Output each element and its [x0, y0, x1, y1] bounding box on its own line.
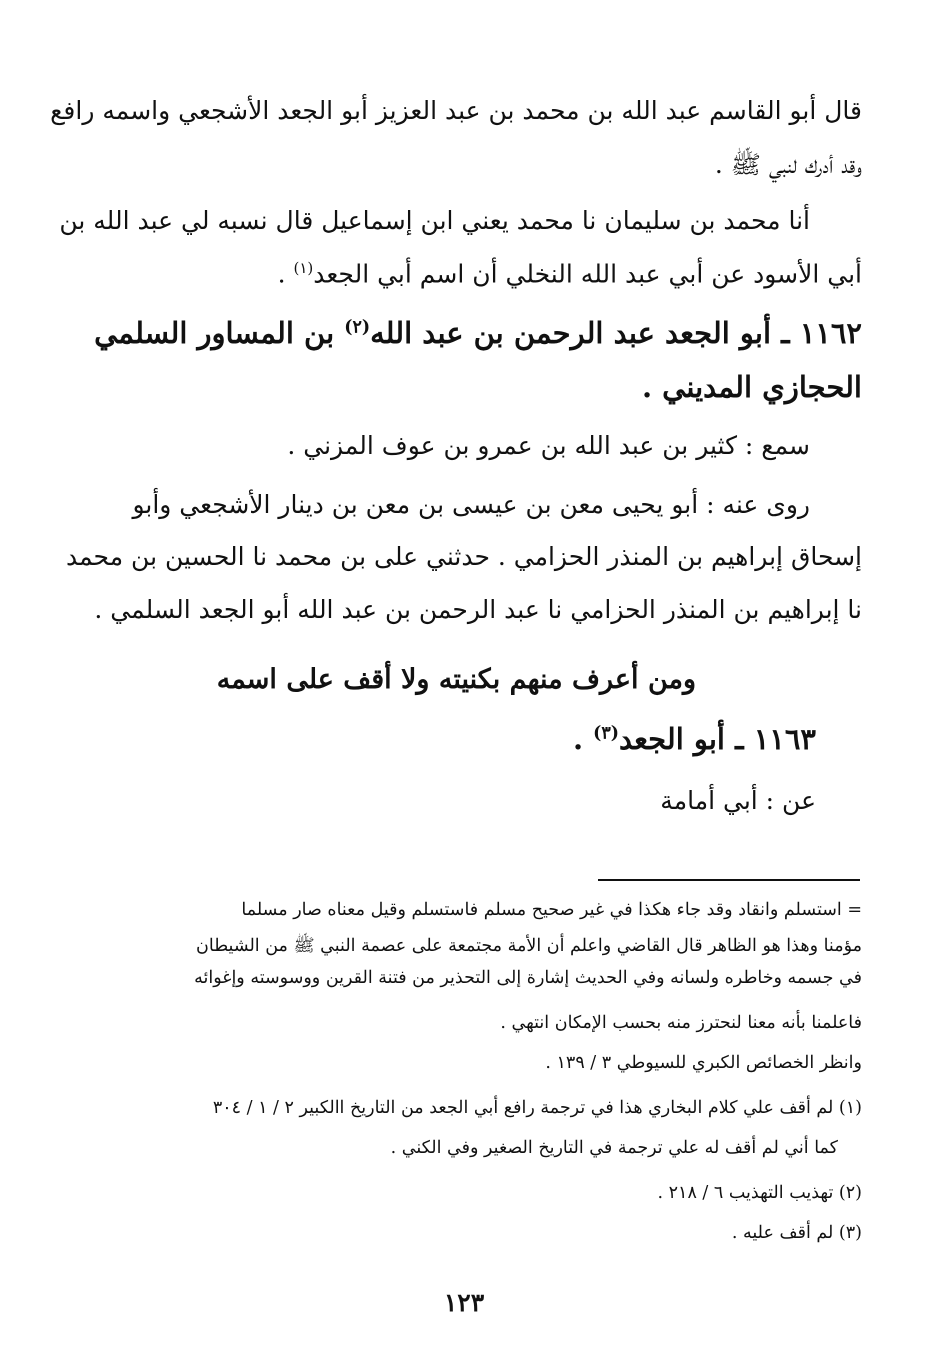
entry-1163-title [573, 722, 816, 756]
paragraph-2-line-2-text: أبي الأسود عن أبي عبد الله النخلي أن اسم أبي الجعد [313, 259, 862, 289]
paragraph-2-line-2 [278, 259, 862, 288]
paragraph-2-line-2-end: . [277, 259, 294, 289]
footnote-continued-line-2: مؤمنا وهذا هو الظاهر قال القاضي واعلم أن الأمة مجتمعة على عصمة النبي ﷺ من الشيطان [196, 936, 862, 956]
section-heading: ومن أعرف منهم بكنيته ولا أقف على اسمه [216, 664, 696, 695]
paragraph-2-line-1: أنا محمد بن سليمان نا محمد يعني ابن إسماعيل قال نسبه لي عبد الله بن [59, 206, 810, 235]
entry-1163-from: عن : أبي أمامة [660, 786, 816, 815]
footnote-2: (٢) تهذيب التهذيب ٦ / ٢١٨ . [657, 1183, 862, 1203]
footnote-ref-3: (٣) [593, 723, 619, 744]
narrators-line-3: نا إبراهيم بن المنذر الحزامي نا عبد الرحمن بن عبد الله أبو الجعد السلمي . [94, 595, 862, 624]
footnote-1-line-2: كما أني لم أقف له علي ترجمة في التاريخ الصغير وفي الكني . [390, 1138, 838, 1158]
entry-1163-title-text: ١١٦٣ ـ أبو الجعد [618, 722, 816, 756]
entry-1162-title-b: بن المساور السلمي [94, 316, 345, 350]
entry-1162-title-a: ١١٦٢ ـ أبو الجعد عبد الرحمن بن عبد الله [370, 316, 862, 350]
footnote-continued-line-3: في جسمه وخاطره ولسانه وفي الحديث إشارة إلى التحذير من فتنة القرين ووسوسته وإغوائه [194, 968, 862, 988]
entry-1163-title-end: . [572, 722, 594, 756]
footnote-3: (٣) لم أقف عليه . [731, 1223, 862, 1243]
footnote-continued-line-1: = استسلم وانقاد وقد جاء هكذا في غير صحيح مسلم فاستسلم وقيل معناه صار مسلما [241, 900, 862, 920]
footnote-separator [598, 879, 860, 881]
footnote-ref-2: (٢) [344, 317, 371, 338]
page-number: ١٢٣ [443, 1288, 485, 1317]
footnote-continued-line-5: وانظر الخصائص الكبري للسيوطي ٣ / ١٣٩ . [545, 1053, 862, 1073]
heard-from-line: سمع : كثير بن عبد الله بن عمرو بن عوف المزني . [287, 431, 810, 460]
paragraph-1-line-2: وقد أدرك لنبي ﷺ . [714, 150, 862, 179]
footnote-ref-1: (١) [293, 259, 314, 277]
entry-1162-line-2: الحجازي المديني . [641, 370, 862, 404]
paragraph-1-line-1: قال أبو القاسم عبد الله بن محمد بن عبد العزيز أبو الجعد الأشجعي واسمه رافع [50, 96, 862, 125]
footnote-continued-line-4: فاعلمنا بأنه معنا لنحترز منه بحسب الإمكان انتهي . [500, 1013, 862, 1033]
narrators-line-2: إسحاق إبراهيم بن المنذر الحزامي . حدثني على بن محمد نا الحسين بن محمد [65, 542, 862, 571]
footnote-1-line-1: (١) لم أقف علي كلام البخاري هذا في ترجمة رافع أبي الجعد من التاريخ االكبير ٢ / ١ / ٣٠٤ [212, 1098, 862, 1118]
narrators-line-1: روى عنه : أبو يحيى معن بن عيسى بن معن بن دينار الأشجعي وأبو [132, 490, 810, 519]
entry-1162-line-1 [94, 316, 862, 350]
